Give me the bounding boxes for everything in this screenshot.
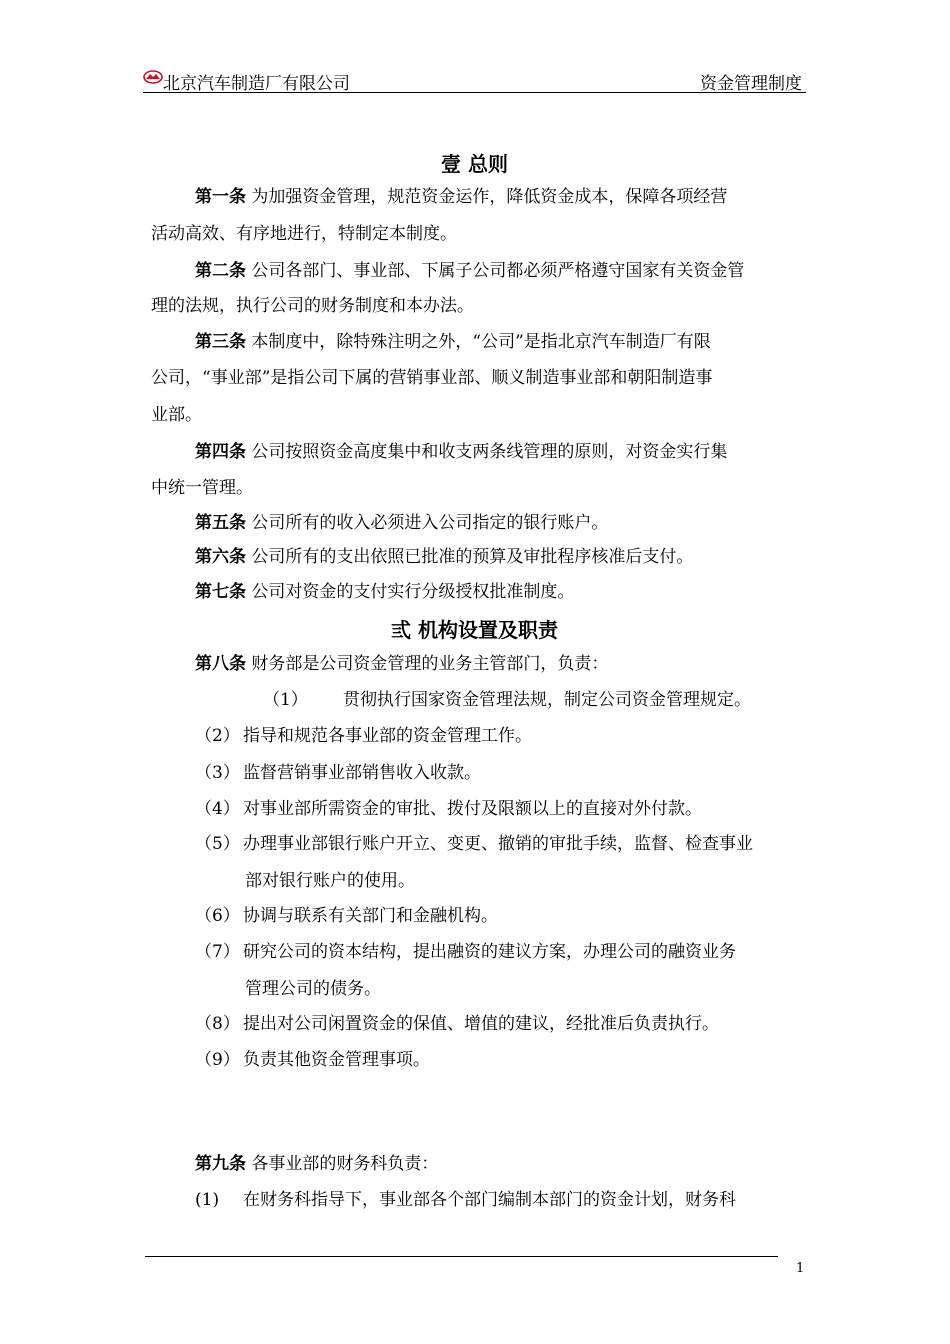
list-item-cont: 管理公司的债务。: [245, 979, 381, 999]
article-label: 第二条: [195, 261, 246, 281]
article-label: 第七条: [195, 582, 246, 602]
article-label: 第三条: [195, 332, 246, 352]
list-text: 监督营销事业部销售收入收款。: [243, 763, 481, 783]
list-item: [195, 1012, 719, 1036]
article-3-cont-1: 公司，“事业部”是指公司下属的营销事业部、顺义制造事业部和朝阳制造事: [151, 368, 713, 388]
article-text: 各事业部的财务科负责：: [246, 1154, 439, 1174]
list-text: 协调与联系有关部门和金融机构。: [243, 906, 498, 926]
document-title: 资金管理制度: [700, 74, 802, 94]
list-item: [263, 688, 751, 712]
list-text: 对事业部所需资金的审批、拨付及限额以上的直接对外付款。: [243, 799, 702, 819]
section-title-general: 壹 总则: [441, 152, 508, 176]
list-item: [195, 940, 736, 964]
article-1-cont: 活动高效、有序地进行，特制定本制度。: [151, 224, 457, 244]
list-number: （1）: [263, 690, 308, 710]
company-name: 北京汽车制造厂有限公司: [163, 74, 350, 94]
article-text: 财务部是公司资金管理的业务主管部门，负责：: [246, 654, 609, 674]
article-label: 第五条: [195, 513, 246, 533]
article-label: 第一条: [195, 187, 246, 207]
list-item: [195, 724, 532, 748]
article-text: 公司按照资金高度集中和收支两条线管理的原则，对资金实行集: [246, 442, 728, 462]
list-item: [195, 797, 702, 821]
article-9: [195, 1152, 438, 1176]
article-text: 公司各部门、事业部、下属子公司都必须严格遵守国家有关资金管: [246, 261, 745, 281]
article-7: [195, 580, 574, 604]
article-4-cont: 中统一管理。: [151, 478, 253, 498]
article-text: 公司所有的收入必须进入公司指定的银行账户。: [246, 513, 609, 533]
list-item: [195, 832, 753, 856]
article-label: 第六条: [195, 547, 246, 567]
article-label: 第四条: [195, 442, 246, 462]
list-number: （9）: [195, 1050, 240, 1070]
article-3: [195, 330, 711, 354]
page-number: 1: [796, 1261, 805, 1276]
article-label: 第九条: [195, 1154, 246, 1174]
list-number: （6）: [195, 906, 240, 926]
section-title-organization: 弎 机构设置及职责: [391, 618, 558, 642]
article-6: [195, 545, 693, 569]
article-3-cont-2: 业部。: [151, 405, 202, 425]
article-2-cont: 理的法规，执行公司的财务制度和本办法。: [151, 296, 474, 316]
article-5: [195, 511, 608, 535]
list-text: 指导和规范各事业部的资金管理工作。: [243, 726, 532, 746]
page-header: [143, 64, 806, 93]
list-item: [195, 1188, 736, 1212]
article-2: [195, 259, 744, 283]
list-number: （8）: [195, 1014, 240, 1034]
list-text: 贯彻执行国家资金管理法规，制定公司资金管理规定。: [343, 690, 751, 710]
article-8: [195, 652, 608, 676]
article-label: 第八条: [195, 654, 246, 674]
company-logo-icon: [143, 70, 163, 84]
list-number: （5）: [195, 834, 240, 854]
list-text: 在财务科指导下，事业部各个部门编制本部门的资金计划，财务科: [243, 1190, 736, 1210]
footer-rule: [145, 1256, 778, 1257]
list-item: [195, 1048, 430, 1072]
list-text: 研究公司的资本结构，提出融资的建议方案，办理公司的融资业务: [243, 942, 736, 962]
list-number: （4）: [195, 799, 240, 819]
list-item: [195, 904, 498, 928]
list-text: 负责其他资金管理事项。: [243, 1050, 430, 1070]
list-number: （2）: [195, 726, 240, 746]
article-4: [195, 440, 727, 464]
list-number: (1): [195, 1190, 220, 1210]
article-text: 公司对资金的支付实行分级授权批准制度。: [246, 582, 575, 602]
list-text: 办理事业部银行账户开立、变更、撤销的审批手续，监督、检查事业: [243, 834, 753, 854]
list-number: （7）: [195, 942, 240, 962]
article-text: 公司所有的支出依照已批准的预算及审批程序核准后支付。: [246, 547, 694, 567]
article-text: 为加强资金管理，规范资金运作，降低资金成本，保障各项经营: [246, 187, 728, 207]
list-text: 提出对公司闲置资金的保值、增值的建议，经批准后负责执行。: [243, 1014, 719, 1034]
list-item: [195, 761, 481, 785]
list-item-cont: 部对银行账户的使用。: [245, 871, 415, 891]
article-1: [195, 185, 727, 209]
article-text: 本制度中，除特殊注明之外，“公司”是指北京汽车制造厂有限: [246, 332, 711, 352]
list-number: （3）: [195, 763, 240, 783]
